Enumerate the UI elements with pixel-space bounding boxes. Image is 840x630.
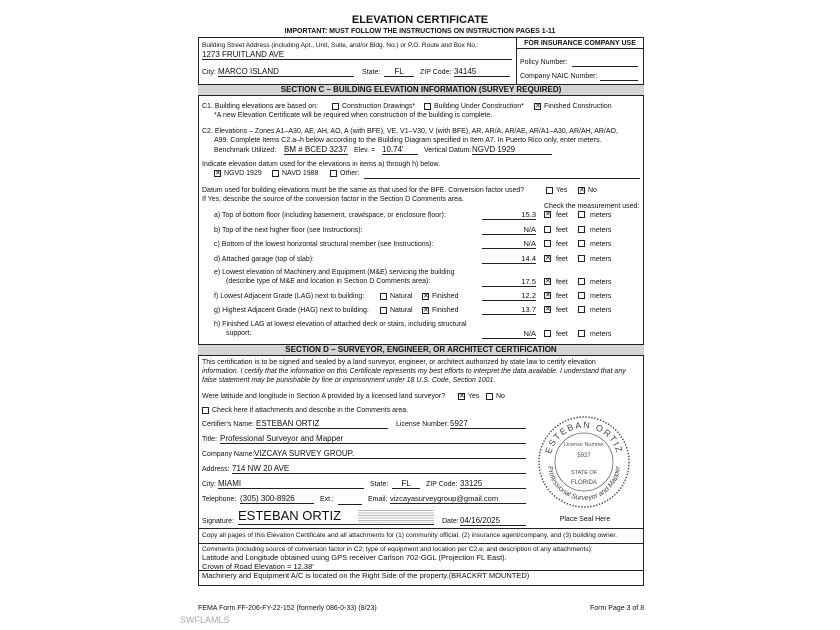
c2-line2: A99. Complete Items C2.a–h below according to the Building Diagram specified in Item A7. In Puerto Rico only, enter meters. xyxy=(214,137,602,144)
item-h-label: h) Finished LAG at lowest elevation of attached deck or stairs, including structural xyxy=(214,321,467,328)
navd-label: NAVD 1988 xyxy=(282,170,319,177)
license-label: License Number: xyxy=(396,421,449,428)
seal-top-text: ESTEBAN ORTIZ xyxy=(543,419,625,455)
comment-line-3: Machinery and Equipment A/C is located on the Right Side of the property.(BRACKRT MOUNTED) xyxy=(202,571,530,580)
certifier-name-label: Certifier's Name: xyxy=(202,421,254,428)
benchmark-value: BM # BCED 3237 xyxy=(284,145,348,154)
d-state-value: FL xyxy=(392,479,420,489)
item-c-feet-checkbox[interactable] xyxy=(544,240,551,247)
item-c-feet-label: feet xyxy=(556,241,568,248)
item-h-feet-label: feet xyxy=(556,331,568,338)
check-measurement-label: Check the measurement used: xyxy=(544,203,640,210)
ngvd-1929-checkbox[interactable] xyxy=(214,170,221,177)
form-border-bottom xyxy=(198,570,644,586)
zip-value: 34145 xyxy=(454,67,510,77)
address-label: Address: xyxy=(202,466,230,473)
d-zip-label: ZIP Code: xyxy=(426,481,458,488)
item-g-feet-label: feet xyxy=(556,307,568,314)
license-value: 5927 xyxy=(450,419,526,429)
item-e-meters-label: meters xyxy=(590,279,612,286)
digital-signature-note xyxy=(358,510,434,523)
cert-line2: information. I certify that the information on this Certificate represents my best efforts to interpret the data available. I understand that any xyxy=(202,368,626,375)
item-g-finished-label: Finished xyxy=(432,307,459,314)
item-a-label: a) Top of bottom floor (including basement, crawlspace, or enclosure floor): xyxy=(214,212,446,219)
c1-note: *A new Elevation Certificate will be required when construction of the building is complete. xyxy=(214,112,493,119)
item-f-label: f) Lowest Adjacent Grade (LAG) next to building: xyxy=(214,293,365,300)
item-f-finished-label: Finished xyxy=(432,293,459,300)
page-number: Form Page 3 of 8 xyxy=(590,605,645,612)
naic-number-field[interactable] xyxy=(600,79,638,81)
item-g-natural-label: Natural xyxy=(390,307,413,314)
item-c-label: c) Bottom of the lowest horizontal structural member (see Instructions): xyxy=(214,241,434,248)
date-label: Date: xyxy=(442,518,459,525)
d-state-label: State: xyxy=(370,481,389,488)
item-b-value: N/A xyxy=(482,225,536,235)
item-b-feet-label: feet xyxy=(556,227,568,234)
item-a-meters-label: meters xyxy=(590,212,612,219)
comments-label: Comments (including source of conversion factor in C2; type of equipment and location per C2.e; and description of any attachments): xyxy=(202,546,593,553)
conversion-yes-checkbox[interactable] xyxy=(546,187,553,194)
address-value: 714 NW 20 AVE xyxy=(232,464,526,474)
cert-line1: This certification is to be signed and sealed by a land surveyor, engineer, or architect authorized by state law to certify elevation xyxy=(202,359,596,366)
policy-label: Policy Number: xyxy=(520,59,568,66)
conversion-no-label: No xyxy=(588,187,597,194)
d-city-label: City: xyxy=(202,481,216,488)
title-value: Professional Surveyor and Mapper xyxy=(220,434,526,444)
company-value: VIZCAYA SURVEY GROUP. xyxy=(254,449,526,459)
company-label: Company Name: xyxy=(202,451,255,458)
cert-line3: false statement may be punishable by fine or imprisonment under 18 U.S. Code, Section 1001. xyxy=(202,377,496,384)
attachments-checkbox[interactable] xyxy=(202,407,209,414)
attachments-label: Check here if attachments and describe in the Comments area. xyxy=(212,407,409,414)
seal-license-text: License Number xyxy=(563,442,605,448)
item-d-label: d) Attached garage (top of slab): xyxy=(214,256,315,263)
phone-value: (305) 300-8926 xyxy=(240,494,314,504)
seal-outer-ring xyxy=(539,417,629,507)
item-g-meters-checkbox[interactable] xyxy=(578,306,585,313)
state-label: State: xyxy=(362,69,381,76)
conversion-yes-label: Yes xyxy=(556,187,568,194)
signature-value: ESTEBAN ORTIZ xyxy=(238,508,434,525)
state-value: FL xyxy=(384,67,414,77)
item-h-feet-checkbox[interactable] xyxy=(544,330,551,337)
ext-field[interactable] xyxy=(338,503,362,505)
c1-construction-drawings-checkbox[interactable] xyxy=(332,103,339,110)
item-b-meters-label: meters xyxy=(590,227,612,234)
item-f-meters-label: meters xyxy=(590,293,612,300)
item-d-meters-checkbox[interactable] xyxy=(578,255,585,262)
item-c-value: N/A xyxy=(482,239,536,249)
d-city-value: MIAMI xyxy=(218,479,364,489)
latlong-no-checkbox[interactable] xyxy=(486,393,493,400)
street-value: 1273 FRUITLAND AVE xyxy=(202,50,512,60)
elev-value: 10.74' xyxy=(382,145,418,155)
date-value: 04/16/2025 xyxy=(460,516,526,526)
item-g-meters-label: meters xyxy=(590,307,612,314)
surveyor-seal xyxy=(536,414,632,510)
item-g-feet-checkbox[interactable] xyxy=(544,306,551,313)
c1-under-construction-checkbox[interactable] xyxy=(424,103,431,110)
item-e-value: 17.5 xyxy=(482,277,536,287)
item-a-feet-label: feet xyxy=(556,212,568,219)
item-a-value: 15.3 xyxy=(482,210,536,220)
certifier-name-value: ESTEBAN ORTIZ xyxy=(256,419,388,429)
d-zip-value: 33125 xyxy=(460,479,526,489)
copy-line: Copy all pages of this Elevation Certificate and all attachments for (1) community official, (2) insurance agent/company, and (3) building owner. xyxy=(202,532,618,539)
elev-label: Elev. = xyxy=(354,147,376,154)
street-label: Building Street Address (including Apt., Unit, Suite, and/or Bldg. No.) or P.O. Route and Box No.: xyxy=(202,42,479,49)
item-g-natural-checkbox[interactable] xyxy=(380,307,387,314)
city-label: City: xyxy=(202,69,216,76)
c1-label: C1. Building elevations are based on: xyxy=(202,103,318,110)
conversion-no-checkbox[interactable] xyxy=(578,187,585,194)
item-a-feet-checkbox[interactable] xyxy=(544,211,551,218)
latlong-yes-checkbox[interactable] xyxy=(458,393,465,400)
item-f-natural-label: Natural xyxy=(390,293,413,300)
c1-opt1-label: Construction Drawings* xyxy=(342,103,416,110)
item-e-feet-checkbox[interactable] xyxy=(544,278,551,285)
item-h-meters-checkbox[interactable] xyxy=(578,330,585,337)
section-c-title: SECTION C – BUILDING ELEVATION INFORMATION (SURVEY REQUIRED) xyxy=(198,84,644,96)
item-b-meters-checkbox[interactable] xyxy=(578,226,585,233)
item-e-feet-label: feet xyxy=(556,279,568,286)
item-f-meters-checkbox[interactable] xyxy=(578,292,585,299)
latlong-yes-label: Yes xyxy=(468,393,480,400)
item-d-meters-label: meters xyxy=(590,256,612,263)
conversion-line1: Datum used for building elevations must be the same as that used for the BFE. Conversion factor used? xyxy=(202,187,525,194)
item-g-value: 13.7 xyxy=(482,305,536,315)
item-f-feet-checkbox[interactable] xyxy=(544,292,551,299)
policy-number-field[interactable] xyxy=(572,65,638,67)
item-g-finished-checkbox[interactable] xyxy=(422,307,429,314)
phone-label: Telephone: xyxy=(202,496,237,503)
latlong-question: Were latitude and longitude in Section A provided by a licensed land surveyor? xyxy=(202,393,446,400)
section-d-title: SECTION D – SURVEYOR, ENGINEER, OR ARCHITECT CERTIFICATION xyxy=(198,344,644,356)
seal-number-text: 5927 xyxy=(577,453,591,459)
insurance-title: FOR INSURANCE COMPANY USE xyxy=(524,40,636,47)
comment-line-1: Latitude and Longitude obtained using GPS receiver Carlson 702-GGL (Projection FL East). xyxy=(202,553,507,562)
c1-opt2-label: Building Under Construction* xyxy=(434,103,524,110)
item-e-meters-checkbox[interactable] xyxy=(578,278,585,285)
seal-state-text: STATE OF xyxy=(570,470,598,476)
vdatum-value: NGVD 1929 xyxy=(472,145,552,155)
item-e-label: e) Lowest elevation of Machinery and Equipment (M&E) servicing the building xyxy=(214,269,455,276)
navd-1988-checkbox[interactable] xyxy=(272,170,279,177)
item-c-meters-label: meters xyxy=(590,241,612,248)
other-label: Other: xyxy=(340,170,360,177)
item-d-feet-checkbox[interactable] xyxy=(544,255,551,262)
seal-florida-text: FLORIDA xyxy=(570,480,598,486)
item-f-value: 12.2 xyxy=(482,291,536,301)
item-b-feet-checkbox[interactable] xyxy=(544,226,551,233)
item-g-label: g) Highest Adjacent Grade (HAG) next to building: xyxy=(214,307,369,314)
item-f-feet-label: feet xyxy=(556,293,568,300)
copy-divider xyxy=(198,528,644,529)
item-h-meters-label: meters xyxy=(590,331,612,338)
datum-line: Indicate elevation datum used for the elevations in items a) through h) below. xyxy=(202,161,441,168)
item-b-label: b) Top of the next higher floor (see Instructions): xyxy=(214,227,363,234)
mls-watermark: SWFLAMLS xyxy=(180,615,230,625)
item-e-label-line2: (describe type of M&E and location in Section D Comments area): xyxy=(226,278,431,285)
signature-label: Signature: xyxy=(202,518,234,525)
form-id: FEMA Form FF-206-FY-22-152 (formerly 086-0-33) (8/23) xyxy=(198,605,377,612)
item-c-meters-checkbox[interactable] xyxy=(578,240,585,247)
comments-divider xyxy=(198,543,644,544)
item-f-finished-checkbox[interactable] xyxy=(422,293,429,300)
c1-opt3-label: Finished Construction xyxy=(544,103,612,110)
item-d-feet-label: feet xyxy=(556,256,568,263)
place-seal-label: Place Seal Here xyxy=(559,516,611,523)
c1-finished-construction-checkbox[interactable] xyxy=(534,103,541,110)
naic-label: Company NAIC Number: xyxy=(520,73,598,80)
item-d-value: 14.4 xyxy=(482,254,536,264)
zip-label: ZIP Code: xyxy=(420,69,452,76)
seal-bottom-text: Professional Surveyor and Mapper xyxy=(546,465,622,503)
form-subtitle: IMPORTANT: MUST FOLLOW THE INSTRUCTIONS ON INSTRUCTION PAGES 1-11 xyxy=(284,28,556,35)
other-datum-field[interactable] xyxy=(364,177,640,179)
email-value: vizcayasurveygroup@gmail.com xyxy=(390,494,526,504)
item-h-value: N/A xyxy=(482,329,536,339)
other-datum-checkbox[interactable] xyxy=(330,170,337,177)
title-label: Title: xyxy=(202,436,217,443)
item-h-label-line2: support: xyxy=(226,330,252,337)
conversion-line2: If Yes, describe the source of the conversion factor in the Section D Comments area. xyxy=(202,196,464,203)
email-label: Email: xyxy=(368,496,388,503)
city-value: MARCO ISLAND xyxy=(218,67,354,77)
ngvd-label: NGVD 1929 xyxy=(224,170,262,177)
ext-label: Ext.: xyxy=(320,496,335,503)
vdatum-label: Vertical Datum: xyxy=(424,147,472,154)
item-a-meters-checkbox[interactable] xyxy=(578,211,585,218)
form-title: ELEVATION CERTIFICATE xyxy=(351,14,489,26)
benchmark-label: Benchmark Utilized: xyxy=(214,147,277,154)
comment-line-2: Crown of Road Elevation = 12.38' xyxy=(202,562,314,571)
item-f-natural-checkbox[interactable] xyxy=(380,293,387,300)
latlong-no-label: No xyxy=(496,393,505,400)
c2-line1: C2. Elevations – Zones A1–A30, AE, AH, AO, A (with BFE), VE, V1–V30, V (with BFE), AR, AR/A, AR/AE, AR/A1–A30, AR/AH, AR/AO, xyxy=(202,128,618,135)
